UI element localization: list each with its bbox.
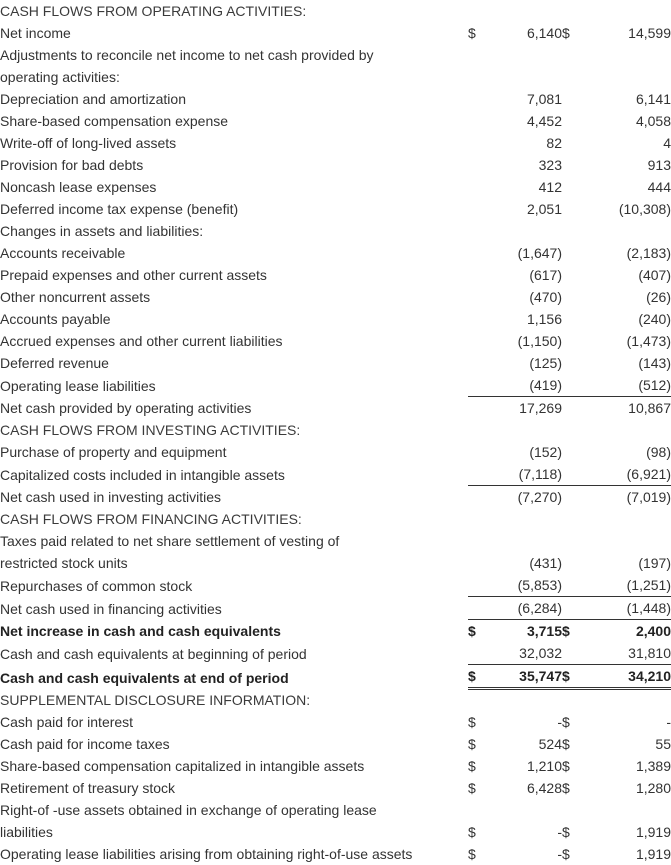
- amount-prior-period: [584, 0, 671, 22]
- amount-prior-period: [584, 799, 671, 821]
- amount-prior-period: (7,019): [584, 486, 671, 509]
- line-item-label: Taxes paid related to net share settlement of vesting of: [0, 533, 340, 549]
- line-item-label: Depreciation and amortization: [0, 91, 186, 107]
- statement-row: [0, 755, 671, 777]
- currency-symbol-prior: [562, 330, 584, 352]
- grand-total-row: [0, 665, 671, 689]
- statement-row: [0, 799, 671, 821]
- amount-prior-period: 10,867: [584, 397, 671, 420]
- amount-current-period: (1,150): [517, 333, 562, 349]
- line-item-label: Cash and cash equivalents at end of period: [0, 669, 289, 686]
- amount-current-period: [488, 508, 562, 530]
- line-item-label: CASH FLOWS FROM OPERATING ACTIVITIES:: [0, 3, 307, 19]
- currency-symbol-prior: $: [562, 845, 570, 862]
- amount-prior-period: 1,389: [635, 757, 671, 774]
- amount-prior-period: -: [666, 713, 671, 730]
- amount-current-period: (617): [529, 267, 562, 283]
- statement-row: [0, 220, 671, 242]
- amount-current-period: (152): [529, 444, 562, 460]
- line-item-label: operating activities:: [0, 69, 120, 85]
- currency-symbol-current: [468, 552, 488, 574]
- currency-symbol-current: [468, 689, 488, 711]
- currency-symbol-current: [468, 242, 488, 264]
- statement-row: [0, 777, 671, 799]
- currency-symbol-current: [468, 264, 488, 286]
- amount-current-period: 1,156: [526, 311, 562, 327]
- amount-prior-period: 913: [647, 157, 671, 173]
- amount-prior-period: [584, 689, 671, 711]
- line-item-label: liabilities: [0, 823, 53, 840]
- amount-current-period: 35,747: [488, 665, 562, 689]
- amount-current-period: (7,270): [488, 486, 562, 509]
- amount-current-period: [488, 689, 562, 711]
- line-item-label: CASH FLOWS FROM INVESTING ACTIVITIES:: [0, 422, 301, 438]
- amount-current-period: (470): [529, 289, 562, 305]
- line-item-label: SUPPLEMENTAL DISCLOSURE INFORMATION:: [0, 691, 311, 708]
- section-heading-row: [0, 0, 671, 22]
- currency-symbol-current: [468, 198, 488, 220]
- statement-row: [0, 463, 671, 486]
- currency-symbol-current: [468, 110, 488, 132]
- line-item-label: Right-of -use assets obtained in exchange of operating lease: [0, 801, 377, 818]
- amount-current-period: (1,647): [517, 245, 562, 261]
- amount-prior-period: (26): [646, 289, 671, 305]
- currency-symbol-prior: [562, 264, 584, 286]
- statement-row: [0, 22, 671, 44]
- currency-symbol-prior: [562, 597, 584, 620]
- amount-prior-period: 31,810: [628, 645, 671, 661]
- currency-symbol-current: [468, 44, 488, 66]
- line-item-label: Write-off of long-lived assets: [0, 135, 177, 151]
- line-item-label: Cash and cash equivalents at beginning of period: [0, 645, 307, 662]
- amount-prior-period: (512): [638, 377, 671, 393]
- currency-symbol-prior: [562, 0, 584, 22]
- currency-symbol-prior: [562, 154, 584, 176]
- subtotal-row: [0, 397, 671, 420]
- currency-symbol-current: [468, 441, 488, 463]
- amount-prior-period: (1,251): [626, 577, 671, 593]
- currency-symbol-current: [468, 574, 488, 597]
- statement-row: [0, 441, 671, 463]
- line-item-label: Net income: [0, 25, 71, 41]
- currency-symbol-prior: [562, 574, 584, 597]
- currency-symbol-current: [468, 374, 488, 397]
- line-item-label: Cash paid for interest: [0, 713, 134, 730]
- line-item-label: Provision for bad debts: [0, 157, 144, 173]
- amount-prior-period: (98): [646, 444, 671, 460]
- line-item-label: Share-based compensation capitalized in intangible assets: [0, 757, 365, 774]
- currency-symbol-current: $: [468, 845, 476, 862]
- amount-current-period: [488, 220, 562, 242]
- amount-current-period: 524: [538, 735, 562, 752]
- amount-prior-period: 444: [647, 179, 671, 195]
- amount-current-period: 17,269: [488, 397, 562, 420]
- amount-current-period: [488, 66, 562, 88]
- amount-prior-period: [584, 44, 671, 66]
- currency-symbol-current: $: [468, 779, 476, 796]
- amount-current-period: [488, 799, 562, 821]
- currency-symbol-current: [468, 66, 488, 88]
- line-item-label: restricted stock units: [0, 555, 128, 571]
- section-heading-row: [0, 508, 671, 530]
- amount-prior-period: (2,183): [626, 245, 671, 261]
- amount-current-period: -: [557, 823, 562, 840]
- currency-symbol-prior: $: [562, 735, 570, 752]
- currency-symbol-prior: [562, 308, 584, 330]
- amount-current-period: (6,284): [488, 597, 562, 620]
- section-heading-row: [0, 689, 671, 711]
- statement-row: [0, 352, 671, 374]
- statement-row: [0, 711, 671, 733]
- currency-symbol-prior: [562, 642, 584, 665]
- amount-prior-period: 55: [655, 735, 671, 752]
- currency-symbol-current: [468, 308, 488, 330]
- currency-symbol-current: [468, 330, 488, 352]
- currency-symbol-prior: $: [562, 620, 584, 643]
- line-item-label: Cash paid for income taxes: [0, 735, 170, 752]
- currency-symbol-prior: [562, 198, 584, 220]
- currency-symbol-prior: [562, 552, 584, 574]
- line-item-label: Net increase in cash and cash equivalents: [0, 623, 281, 639]
- amount-current-period: 6,428: [526, 779, 562, 796]
- statement-row: [0, 843, 671, 865]
- currency-symbol-current: [468, 597, 488, 620]
- amount-prior-period: 4,058: [635, 113, 671, 129]
- currency-symbol-prior: [562, 799, 584, 821]
- line-item-label: Accounts payable: [0, 311, 111, 327]
- currency-symbol-current: [468, 486, 488, 509]
- currency-symbol-prior: $: [562, 779, 570, 796]
- currency-symbol-prior: [562, 463, 584, 486]
- line-item-label: Noncash lease expenses: [0, 179, 157, 195]
- currency-symbol-current: $: [468, 665, 488, 689]
- statement-row: [0, 308, 671, 330]
- currency-symbol-prior: $: [562, 713, 570, 730]
- line-item-label: Accounts receivable: [0, 245, 126, 261]
- amount-prior-period: [584, 419, 671, 441]
- currency-symbol-prior: [562, 44, 584, 66]
- line-item-label: Changes in assets and liabilities:: [0, 223, 204, 239]
- currency-symbol-current: [468, 0, 488, 22]
- currency-symbol-prior: $: [562, 25, 570, 41]
- currency-symbol-current: [468, 642, 488, 665]
- currency-symbol-prior: [562, 352, 584, 374]
- currency-symbol-prior: [562, 286, 584, 308]
- currency-symbol-current: [468, 799, 488, 821]
- statement-row: [0, 242, 671, 264]
- currency-symbol-current: [468, 463, 488, 486]
- currency-symbol-prior: $: [562, 823, 570, 840]
- subtotal-row: [0, 597, 671, 620]
- amount-current-period: (431): [529, 555, 562, 571]
- amount-current-period: 2,051: [526, 201, 562, 217]
- currency-symbol-current: $: [468, 823, 476, 840]
- currency-symbol-current: [468, 88, 488, 110]
- amount-current-period: (125): [529, 355, 562, 371]
- amount-prior-period: [584, 530, 671, 552]
- amount-current-period: (419): [529, 377, 562, 393]
- statement-row: [0, 552, 671, 574]
- currency-symbol-prior: $: [562, 757, 570, 774]
- amount-prior-period: 2,400: [584, 620, 671, 643]
- amount-prior-period: (407): [638, 267, 671, 283]
- statement-row: [0, 821, 671, 843]
- currency-symbol-current: [468, 397, 488, 420]
- amount-prior-period: 4: [663, 135, 671, 151]
- statement-row: [0, 110, 671, 132]
- statement-row: [0, 374, 671, 397]
- statement-row: [0, 733, 671, 755]
- currency-symbol-current: $: [468, 735, 476, 752]
- statement-row: [0, 198, 671, 220]
- amount-current-period: 3,715: [488, 620, 562, 643]
- amount-prior-period: (1,473): [626, 333, 671, 349]
- currency-symbol-current: [468, 419, 488, 441]
- amount-current-period: [488, 44, 562, 66]
- line-item-label: Adjustments to reconcile net income to net cash provided by: [0, 47, 374, 63]
- statement-row: [0, 154, 671, 176]
- amount-prior-period: 1,280: [635, 779, 671, 796]
- line-item-label: Net cash provided by operating activities: [0, 400, 252, 416]
- amount-current-period: 4,452: [526, 113, 562, 129]
- currency-symbol-prior: [562, 419, 584, 441]
- amount-prior-period: [584, 66, 671, 88]
- amount-current-period: (7,118): [518, 466, 562, 482]
- statement-row: [0, 44, 671, 66]
- currency-symbol-current: [468, 508, 488, 530]
- amount-prior-period: (6,921): [626, 466, 671, 482]
- amount-prior-period: [584, 220, 671, 242]
- line-item-label: Purchase of property and equipment: [0, 444, 227, 460]
- statement-row: [0, 176, 671, 198]
- amount-current-period: -: [557, 845, 562, 862]
- amount-current-period: 32,032: [519, 645, 562, 661]
- amount-current-period: 7,081: [526, 91, 562, 107]
- currency-symbol-prior: [562, 508, 584, 530]
- currency-symbol-prior: [562, 132, 584, 154]
- currency-symbol-prior: [562, 66, 584, 88]
- currency-symbol-current: [468, 530, 488, 552]
- statement-row: [0, 330, 671, 352]
- currency-symbol-prior: [562, 242, 584, 264]
- subtotal-row: [0, 486, 671, 509]
- line-item-label: Share-based compensation expense: [0, 113, 229, 129]
- amount-prior-period: (143): [638, 355, 671, 371]
- currency-symbol-prior: [562, 374, 584, 397]
- currency-symbol-current: $: [468, 757, 476, 774]
- line-item-label: Repurchases of common stock: [0, 577, 193, 594]
- amount-current-period: 412: [538, 179, 562, 195]
- currency-symbol-prior: [562, 689, 584, 711]
- amount-prior-period: (10,308): [618, 201, 671, 217]
- line-item-label: Other noncurrent assets: [0, 289, 151, 305]
- statement-row: [0, 66, 671, 88]
- currency-symbol-current: [468, 352, 488, 374]
- amount-current-period: 1,210: [526, 757, 562, 774]
- line-item-label: Deferred income tax expense (benefit): [0, 201, 239, 217]
- statement-row: [0, 642, 671, 665]
- line-item-label: Deferred revenue: [0, 355, 109, 371]
- line-item-label: Operating lease liabilities: [0, 377, 156, 394]
- amount-current-period: [488, 419, 562, 441]
- amount-current-period: 82: [546, 135, 562, 151]
- currency-symbol-current: $: [468, 713, 476, 730]
- amount-prior-period: (1,448): [584, 597, 671, 620]
- amount-current-period: -: [557, 713, 562, 730]
- line-item-label: Retirement of treasury stock: [0, 779, 176, 796]
- statement-row: [0, 88, 671, 110]
- currency-symbol-current: [468, 220, 488, 242]
- amount-prior-period: 1,919: [635, 845, 671, 862]
- currency-symbol-prior: $: [562, 665, 584, 689]
- amount-current-period: 323: [538, 157, 562, 173]
- line-item-label: CASH FLOWS FROM FINANCING ACTIVITIES:: [0, 511, 302, 527]
- statement-row: [0, 132, 671, 154]
- amount-prior-period: 6,141: [635, 91, 671, 107]
- statement-row: [0, 264, 671, 286]
- amount-current-period: (5,853): [517, 577, 562, 593]
- statement-row: [0, 286, 671, 308]
- currency-symbol-prior: [562, 486, 584, 509]
- amount-prior-period: 34,210: [584, 665, 671, 689]
- currency-symbol-prior: [562, 530, 584, 552]
- line-item-label: Net cash used in financing activities: [0, 600, 222, 617]
- currency-symbol-current: $: [468, 620, 488, 643]
- line-item-label: Operating lease liabilities arising from obtaining right-of-use assets: [0, 845, 413, 862]
- line-item-label: Accrued expenses and other current liabilities: [0, 333, 283, 349]
- currency-symbol-prior: [562, 441, 584, 463]
- line-item-label: Capitalized costs included in intangible assets: [0, 466, 285, 483]
- amount-prior-period: (240): [638, 311, 671, 327]
- amount-current-period: [488, 0, 562, 22]
- line-item-label: Net cash used in investing activities: [0, 489, 221, 505]
- amount-current-period: 6,140: [526, 25, 562, 41]
- statement-row: [0, 574, 671, 597]
- amount-prior-period: [584, 508, 671, 530]
- currency-symbol-current: [468, 154, 488, 176]
- currency-symbol-current: [468, 176, 488, 198]
- statement-row: [0, 530, 671, 552]
- line-item-label: Prepaid expenses and other current assets: [0, 267, 267, 283]
- amount-prior-period: (197): [638, 555, 671, 571]
- currency-symbol-prior: [562, 397, 584, 420]
- net-change-row: [0, 620, 671, 643]
- currency-symbol-prior: [562, 88, 584, 110]
- amount-prior-period: 14,599: [628, 25, 671, 41]
- currency-symbol-current: $: [468, 25, 476, 41]
- amount-current-period: [488, 530, 562, 552]
- currency-symbol-current: [468, 286, 488, 308]
- currency-symbol-prior: [562, 110, 584, 132]
- amount-prior-period: 1,919: [635, 823, 671, 840]
- currency-symbol-current: [468, 132, 488, 154]
- section-heading-row: [0, 419, 671, 441]
- currency-symbol-prior: [562, 176, 584, 198]
- currency-symbol-prior: [562, 220, 584, 242]
